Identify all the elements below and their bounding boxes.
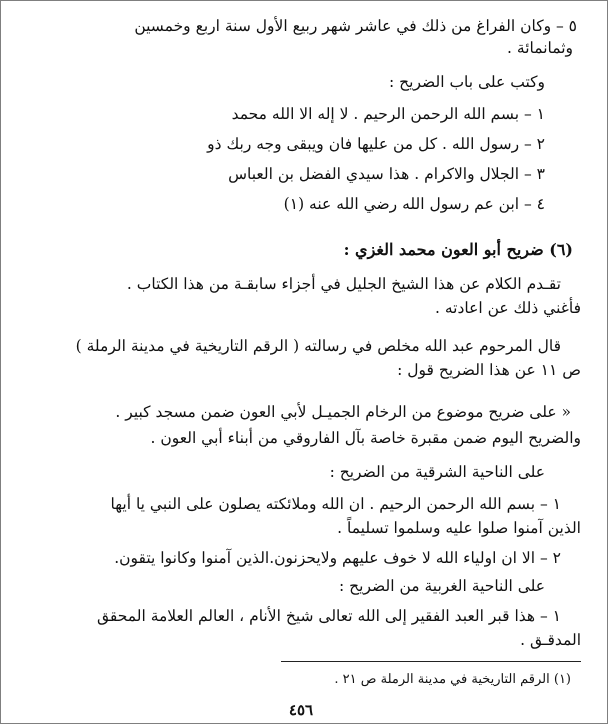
paragraph-6c-line-1: « على ضريح موضوع من الرخام الجميـل لأبي العون ضمن مسجد كبير .	[115, 403, 571, 421]
east-inscription-2: ٢ – الا ان اولياء الله لا خوف عليهم ولايحزنون.الذين آمنوا وكانوا يتقون.	[114, 549, 561, 567]
west-inscription-1-line-2: المدقـق .	[520, 631, 581, 649]
inscription-1-line-3: ٣ – الجلال والاكرام . هذا سيدي الفضل بن العباس	[228, 165, 545, 183]
paragraph-6c-line-2: والضريح اليوم ضمن مقبرة خاصة بآل الفاروقي من أبناء أبي العون .	[150, 429, 581, 447]
west-side-heading: على الناحية الغربية من الضريح :	[339, 577, 545, 595]
east-inscription-1-line-2: الذين آمنوا صلوا عليه وسلموا تسليماً .	[337, 519, 581, 537]
east-inscription-1-line-1: ١ – بسم الله الرحمن الرحيم . ان الله وملائكته يصلون على النبي يا أيها	[110, 495, 561, 513]
paragraph-6a-line-2: فأغني ذلك عن اعادته .	[434, 299, 581, 317]
document-page	[21, 9, 581, 721]
paragraph-5-line-1: ٥ – وكان الفراغ من ذلك في عاشر شهر ربيع الأول سنة اربع وخمسين	[134, 17, 577, 35]
paragraph-6b-line-2: ص ١١ عن هذا الضريح قول :	[397, 361, 581, 379]
east-side-heading: على الناحية الشرقية من الضريح :	[329, 463, 545, 481]
paragraph-6b-line-1: قال المرحوم عبد الله مخلص في رسالته ( الرقم التاريخية في مدينة الرملة )	[75, 337, 561, 355]
footnote-1: (١) الرقم التاريخية في مدينة الرملة ص ٢١ .	[334, 672, 571, 687]
inscription-1-line-2: ٢ – رسول الله . كل من عليها فان ويبقى وجه ربك ذو	[207, 135, 545, 153]
section-6-heading: (٦) ضريح أبو العون محمد الغزي :	[343, 240, 573, 259]
west-inscription-1-line-1: ١ – هذا قبر العبد الفقير إلى الله تعالى شيخ الأنام ، العالم العلامة المحقق	[97, 607, 561, 625]
paragraph-5-line-2: وثمانمائة .	[507, 39, 573, 57]
page-number: ٤٥٦	[288, 701, 314, 719]
inscription-1-line-4: ٤ – ابن عم رسول الله رضي الله عنه (١)	[283, 195, 545, 213]
footnote-divider	[281, 661, 581, 662]
inscription-intro: وكتب على باب الضريح :	[389, 73, 545, 91]
inscription-1-line-1: ١ – بسم الله الرحمن الرحيم . لا إله الا الله محمد	[231, 105, 545, 123]
paragraph-6a-line-1: تقـدم الكلام عن هذا الشيخ الجليل في أجزاء سابقـة من هذا الكتاب .	[126, 275, 561, 293]
